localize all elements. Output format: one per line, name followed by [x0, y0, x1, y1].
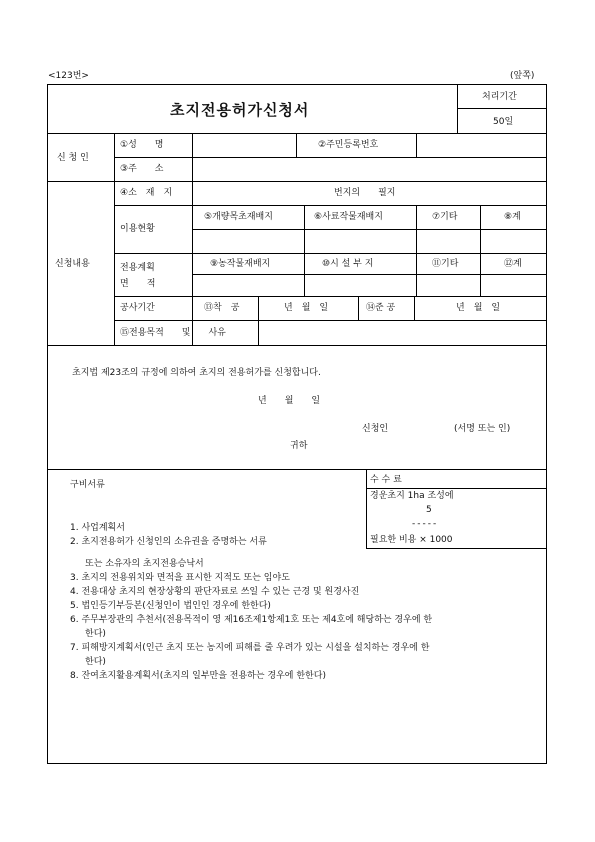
- completion-label: ⑭준 공: [366, 303, 396, 313]
- processing-period-value: 50일: [493, 117, 514, 127]
- declaration-date: 년 월 일: [258, 396, 321, 406]
- list-item: 한다): [76, 657, 106, 667]
- documents-label: 구비서류: [70, 480, 105, 490]
- applicant-signature-label: 신청인: [362, 424, 389, 434]
- address-field[interactable]: [194, 159, 545, 179]
- list-item: 한다): [76, 629, 106, 639]
- fee-numerator: 5: [426, 505, 432, 515]
- location-value: 번지의 필지: [334, 188, 396, 198]
- name-field[interactable]: [194, 135, 294, 155]
- list-item: 또는 소유자의 초지전용승낙서: [76, 559, 204, 569]
- plan-col-crop: ⑨농작물재배지: [210, 259, 271, 269]
- usage-col-total: ⑧계: [504, 212, 521, 222]
- list-item: 7. 피해방지계획서(인근 초지 또는 농지에 피해를 줄 우려가 있는 시설을 설치하는 경우에 한: [70, 643, 430, 653]
- start-label: ⑬착 공: [204, 303, 240, 313]
- list-item: 6. 주무부장관의 추천서(전용목적이 영 제16조제1항제1호 또는 제4호에 해당하는 경우에 한: [70, 615, 433, 625]
- list-item: 8. 잔여초지활용계획서(초지의 일부만을 전용하는 경우에 한한다): [70, 671, 326, 681]
- location-label: ④소 재 지: [120, 188, 173, 198]
- declaration-text: 초지법 제23조의 규정에 의하여 초지의 전용허가를 신청합니다.: [72, 368, 321, 378]
- construction-period-label: 공사기간: [120, 303, 155, 313]
- usage-status-label: 이용현황: [120, 224, 155, 234]
- addressee: 귀하: [290, 441, 308, 451]
- conversion-plan-label: 전용계획: [120, 263, 155, 273]
- fee-fraction-bar: -----: [412, 519, 439, 529]
- completion-date-value: 년 월 일: [456, 303, 501, 313]
- list-item: 5. 법인등기부등본(신청인이 법인인 경우에 한한다): [70, 601, 271, 611]
- name-label: ①성 명: [120, 140, 164, 150]
- applicant-section-label: 신 청 인: [57, 153, 89, 163]
- plan-col-facility: ⑩시 설 부 지: [322, 259, 374, 269]
- area-label: 면 적: [120, 279, 156, 289]
- start-date-value: 년 월 일: [284, 303, 329, 313]
- signature-or-seal: (서명 또는 인): [454, 424, 511, 434]
- usage-col-other: ⑦기타: [432, 212, 458, 222]
- plan-col-other: ⑪기타: [432, 259, 459, 269]
- resident-number-field[interactable]: [418, 135, 545, 155]
- list-item: 2. 초지전용허가 신청인의 소유권을 증명하는 서류: [70, 537, 267, 547]
- fee-label: 수 수 료: [370, 475, 402, 485]
- list-item: 3. 초지의 전용위치와 면적을 표시한 지적도 또는 임야도: [70, 573, 290, 583]
- list-item: 4. 전용대상 초지의 현장상황의 판단자료로 쓰일 수 있는 근경 및 원경사진: [70, 587, 360, 597]
- processing-period-label: 처리기간: [482, 92, 517, 102]
- address-label: ③주 소: [120, 164, 164, 174]
- plan-col-total: ⑫계: [504, 259, 522, 269]
- usage-col-improved-pasture: ⑤개량목초재배지: [204, 212, 273, 222]
- usage-col-feed-crop: ⑥사료작물재배지: [314, 212, 383, 222]
- content-section-label: 신청내용: [55, 259, 90, 269]
- resident-number-label: ②주민등록번호: [318, 140, 379, 150]
- purpose-label: ⑮전용목적 및 사유: [120, 328, 226, 338]
- fee-line-4: 필요한 비용 × 1000: [370, 535, 453, 545]
- form-number: <123번>: [48, 71, 89, 81]
- form-title: 초지전용허가신청서: [170, 101, 310, 119]
- purpose-field[interactable]: [260, 322, 545, 343]
- list-item: 1. 사업계획서: [70, 523, 125, 533]
- page-side-label: (앞쪽): [510, 71, 535, 81]
- fee-line-1: 경운초지 1ha 조성에: [370, 491, 454, 501]
